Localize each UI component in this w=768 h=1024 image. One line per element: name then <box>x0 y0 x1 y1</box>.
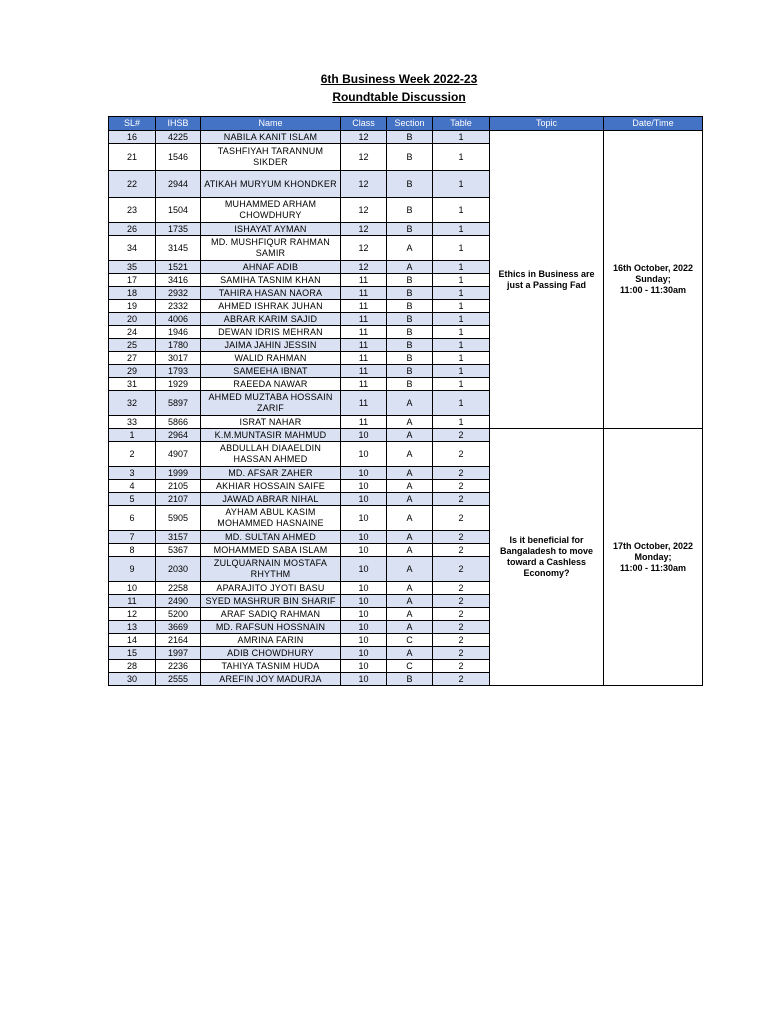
cell-ihsb: 3669 <box>156 621 201 634</box>
cell-table: 1 <box>433 416 490 429</box>
cell-table: 2 <box>433 493 490 506</box>
datetime-cell <box>604 131 703 429</box>
cell-sl: 28 <box>109 660 156 673</box>
cell-table: 1 <box>433 236 490 261</box>
header-sl: SL# <box>109 117 156 131</box>
cell-section: A <box>387 391 433 416</box>
cell-class: 10 <box>341 467 387 480</box>
cell-class: 10 <box>341 660 387 673</box>
header-section: Section <box>387 117 433 131</box>
cell-class: 11 <box>341 365 387 378</box>
cell-class: 11 <box>341 313 387 326</box>
cell-sl: 27 <box>109 352 156 365</box>
cell-section: B <box>387 171 433 198</box>
cell-table: 1 <box>433 391 490 416</box>
cell-sl: 2 <box>109 442 156 467</box>
cell-name: K.M.MUNTASIR MAHMUD <box>201 429 341 442</box>
cell-class: 11 <box>341 287 387 300</box>
cell-section: A <box>387 595 433 608</box>
cell-section: A <box>387 467 433 480</box>
cell-ihsb: 5897 <box>156 391 201 416</box>
cell-class: 10 <box>341 493 387 506</box>
cell-sl: 10 <box>109 582 156 595</box>
cell-ihsb: 1546 <box>156 144 201 171</box>
cell-ihsb: 5200 <box>156 608 201 621</box>
cell-section: B <box>387 274 433 287</box>
cell-name: TAHIRA HASAN NAORA <box>201 287 341 300</box>
cell-class: 12 <box>341 223 387 236</box>
cell-ihsb: 2236 <box>156 660 201 673</box>
cell-ihsb: 1504 <box>156 198 201 223</box>
cell-section: A <box>387 506 433 531</box>
cell-ihsb: 1780 <box>156 339 201 352</box>
cell-ihsb: 5905 <box>156 506 201 531</box>
cell-ihsb: 3017 <box>156 352 201 365</box>
cell-ihsb: 4225 <box>156 131 201 144</box>
cell-section: B <box>387 287 433 300</box>
cell-table: 2 <box>433 595 490 608</box>
cell-name: APARAJITO JYOTI BASU <box>201 582 341 595</box>
cell-sl: 14 <box>109 634 156 647</box>
cell-sl: 30 <box>109 673 156 686</box>
cell-table: 2 <box>433 544 490 557</box>
header-name: Name <box>201 117 341 131</box>
cell-name: SAMIHA TASNIM KHAN <box>201 274 341 287</box>
cell-name: ADIB CHOWDHURY <box>201 647 341 660</box>
cell-table: 2 <box>433 608 490 621</box>
cell-name: WALID RAHMAN <box>201 352 341 365</box>
cell-ihsb: 1521 <box>156 261 201 274</box>
cell-class: 10 <box>341 442 387 467</box>
cell-sl: 23 <box>109 198 156 223</box>
datetime-date: 17th October, 2022 <box>612 540 694 551</box>
table-row <box>109 429 703 442</box>
cell-table: 1 <box>433 365 490 378</box>
cell-ihsb: 2105 <box>156 480 201 493</box>
header-table: Table <box>433 117 490 131</box>
cell-sl: 4 <box>109 480 156 493</box>
cell-table: 2 <box>433 557 490 582</box>
roster-table <box>108 116 703 686</box>
cell-table: 2 <box>433 480 490 493</box>
cell-sl: 16 <box>109 131 156 144</box>
cell-name: TAHIYA TASNIM HUDA <box>201 660 341 673</box>
cell-table: 1 <box>433 326 490 339</box>
cell-sl: 21 <box>109 144 156 171</box>
cell-section: B <box>387 300 433 313</box>
cell-name: NABILA KANIT ISLAM <box>201 131 341 144</box>
cell-table: 1 <box>433 171 490 198</box>
cell-section: A <box>387 621 433 634</box>
roster-body <box>109 131 703 686</box>
header-ihsb: IHSB <box>156 117 201 131</box>
cell-table: 2 <box>433 429 490 442</box>
cell-table: 1 <box>433 223 490 236</box>
cell-ihsb: 2030 <box>156 557 201 582</box>
cell-table: 2 <box>433 531 490 544</box>
cell-class: 12 <box>341 131 387 144</box>
cell-section: A <box>387 608 433 621</box>
cell-ihsb: 2555 <box>156 673 201 686</box>
cell-section: A <box>387 429 433 442</box>
cell-sl: 13 <box>109 621 156 634</box>
cell-ihsb: 2332 <box>156 300 201 313</box>
cell-sl: 22 <box>109 171 156 198</box>
datetime-date: 16th October, 2022 <box>612 263 694 273</box>
cell-name: AHMED ISHRAK JUHAN <box>201 300 341 313</box>
cell-name: JAIMA JAHIN JESSIN <box>201 339 341 352</box>
cell-table: 1 <box>433 339 490 352</box>
cell-sl: 5 <box>109 493 156 506</box>
cell-sl: 24 <box>109 326 156 339</box>
cell-ihsb: 2258 <box>156 582 201 595</box>
cell-class: 10 <box>341 480 387 493</box>
cell-table: 2 <box>433 660 490 673</box>
cell-name: AYHAM ABUL KASIM MOHAMMED HASNAINE <box>201 506 341 531</box>
cell-sl: 31 <box>109 378 156 391</box>
datetime-day: Sunday; <box>635 274 671 284</box>
cell-class: 12 <box>341 171 387 198</box>
cell-sl: 7 <box>109 531 156 544</box>
cell-section: B <box>387 673 433 686</box>
cell-sl: 29 <box>109 365 156 378</box>
cell-section: A <box>387 557 433 582</box>
cell-ihsb: 3145 <box>156 236 201 261</box>
cell-class: 10 <box>341 673 387 686</box>
cell-sl: 32 <box>109 391 156 416</box>
cell-name: TASHFIYAH TARANNUM SIKDER <box>201 144 341 171</box>
cell-table: 2 <box>433 647 490 660</box>
cell-name: MD. RAFSUN HOSSNAIN <box>201 621 341 634</box>
cell-class: 10 <box>341 582 387 595</box>
cell-name: MOHAMMED SABA ISLAM <box>201 544 341 557</box>
cell-class: 10 <box>341 544 387 557</box>
cell-table: 1 <box>433 300 490 313</box>
datetime-time: 11:00 - 11:30am <box>619 562 687 573</box>
cell-sl: 1 <box>109 429 156 442</box>
cell-section: B <box>387 326 433 339</box>
cell-section: A <box>387 531 433 544</box>
cell-class: 12 <box>341 236 387 261</box>
cell-sl: 33 <box>109 416 156 429</box>
cell-class: 12 <box>341 144 387 171</box>
cell-class: 10 <box>341 531 387 544</box>
cell-table: 2 <box>433 506 490 531</box>
cell-sl: 17 <box>109 274 156 287</box>
cell-ihsb: 1999 <box>156 467 201 480</box>
cell-section: C <box>387 660 433 673</box>
header-row <box>109 117 703 131</box>
header-class: Class <box>341 117 387 131</box>
cell-name: RAEEDA NAWAR <box>201 378 341 391</box>
cell-class: 11 <box>341 416 387 429</box>
cell-ihsb: 3157 <box>156 531 201 544</box>
cell-sl: 35 <box>109 261 156 274</box>
cell-section: A <box>387 647 433 660</box>
cell-class: 11 <box>341 378 387 391</box>
cell-class: 10 <box>341 647 387 660</box>
cell-section: A <box>387 261 433 274</box>
cell-section: B <box>387 313 433 326</box>
cell-table: 1 <box>433 274 490 287</box>
cell-class: 11 <box>341 339 387 352</box>
cell-section: B <box>387 198 433 223</box>
cell-name: ISRAT NAHAR <box>201 416 341 429</box>
cell-name: ARAF SADIQ RAHMAN <box>201 608 341 621</box>
cell-name: DEWAN IDRIS MEHRAN <box>201 326 341 339</box>
title-block <box>0 70 768 106</box>
cell-sl: 8 <box>109 544 156 557</box>
cell-ihsb: 2932 <box>156 287 201 300</box>
cell-section: A <box>387 582 433 595</box>
cell-sl: 6 <box>109 506 156 531</box>
cell-ihsb: 5367 <box>156 544 201 557</box>
document-subtitle: Roundtable Discussion <box>332 90 466 104</box>
cell-name: SAMEEHA IBNAT <box>201 365 341 378</box>
cell-name: AMRINA FARIN <box>201 634 341 647</box>
cell-table: 2 <box>433 634 490 647</box>
cell-section: A <box>387 493 433 506</box>
cell-table: 1 <box>433 131 490 144</box>
cell-name: SYED MASHRUR BIN SHARIF <box>201 595 341 608</box>
cell-section: B <box>387 144 433 171</box>
cell-table: 1 <box>433 261 490 274</box>
cell-ihsb: 5866 <box>156 416 201 429</box>
cell-name: MUHAMMED ARHAM CHOWDHURY <box>201 198 341 223</box>
cell-table: 1 <box>433 313 490 326</box>
cell-sl: 26 <box>109 223 156 236</box>
cell-section: C <box>387 634 433 647</box>
cell-class: 10 <box>341 595 387 608</box>
cell-section: A <box>387 236 433 261</box>
cell-ihsb: 4006 <box>156 313 201 326</box>
cell-sl: 34 <box>109 236 156 261</box>
topic-cell: Is it beneficial for Bangaladesh to move toward a Cashless Economy? <box>490 429 604 686</box>
cell-sl: 18 <box>109 287 156 300</box>
cell-ihsb: 1929 <box>156 378 201 391</box>
cell-name: MD. MUSHFIQUR RAHMAN SAMIR <box>201 236 341 261</box>
cell-class: 11 <box>341 274 387 287</box>
cell-name: AHNAF ADIB <box>201 261 341 274</box>
cell-name: ZULQUARNAIN MOSTAFA RHYTHM <box>201 557 341 582</box>
cell-table: 2 <box>433 621 490 634</box>
cell-sl: 20 <box>109 313 156 326</box>
cell-name: JAWAD ABRAR NIHAL <box>201 493 341 506</box>
cell-section: B <box>387 378 433 391</box>
cell-section: A <box>387 480 433 493</box>
cell-section: B <box>387 339 433 352</box>
cell-sl: 25 <box>109 339 156 352</box>
cell-name: ABDULLAH DIAAELDIN HASSAN AHMED <box>201 442 341 467</box>
cell-ihsb: 1735 <box>156 223 201 236</box>
cell-class: 11 <box>341 391 387 416</box>
cell-class: 10 <box>341 506 387 531</box>
cell-class: 12 <box>341 261 387 274</box>
cell-section: B <box>387 365 433 378</box>
cell-table: 1 <box>433 352 490 365</box>
cell-ihsb: 2944 <box>156 171 201 198</box>
cell-ihsb: 2107 <box>156 493 201 506</box>
cell-sl: 11 <box>109 595 156 608</box>
cell-sl: 15 <box>109 647 156 660</box>
cell-section: A <box>387 416 433 429</box>
cell-sl: 19 <box>109 300 156 313</box>
table-row <box>109 131 703 144</box>
cell-class: 10 <box>341 429 387 442</box>
cell-sl: 3 <box>109 467 156 480</box>
cell-name: AHMED MUZTABA HOSSAIN ZARIF <box>201 391 341 416</box>
cell-name: MD. AFSAR ZAHER <box>201 467 341 480</box>
cell-table: 2 <box>433 673 490 686</box>
cell-table: 2 <box>433 467 490 480</box>
cell-ihsb: 2164 <box>156 634 201 647</box>
cell-name: ABRAR KARIM SAJID <box>201 313 341 326</box>
cell-name: MD. SULTAN AHMED <box>201 531 341 544</box>
cell-ihsb: 2490 <box>156 595 201 608</box>
topic-cell: Ethics in Business are just a Passing Fad <box>490 131 604 429</box>
cell-ihsb: 3416 <box>156 274 201 287</box>
cell-class: 10 <box>341 634 387 647</box>
cell-class: 12 <box>341 198 387 223</box>
cell-name: AREFIN JOY MADURJA <box>201 673 341 686</box>
cell-class: 11 <box>341 326 387 339</box>
cell-table: 2 <box>433 582 490 595</box>
cell-ihsb: 4907 <box>156 442 201 467</box>
cell-class: 11 <box>341 352 387 365</box>
cell-ihsb: 1793 <box>156 365 201 378</box>
cell-section: B <box>387 131 433 144</box>
cell-ihsb: 1946 <box>156 326 201 339</box>
cell-ihsb: 1997 <box>156 647 201 660</box>
document-title: 6th Business Week 2022-23 <box>320 72 478 86</box>
cell-ihsb: 2964 <box>156 429 201 442</box>
cell-class: 10 <box>341 621 387 634</box>
cell-table: 2 <box>433 442 490 467</box>
cell-sl: 12 <box>109 608 156 621</box>
cell-class: 11 <box>341 300 387 313</box>
cell-section: B <box>387 223 433 236</box>
cell-class: 10 <box>341 608 387 621</box>
datetime-cell <box>604 429 703 686</box>
cell-sl: 9 <box>109 557 156 582</box>
cell-section: A <box>387 442 433 467</box>
cell-section: B <box>387 352 433 365</box>
header-topic: Topic <box>490 117 604 131</box>
cell-table: 1 <box>433 378 490 391</box>
cell-name: ISHAYAT AYMAN <box>201 223 341 236</box>
datetime-time: 11:00 - 11:30am <box>619 285 687 295</box>
cell-table: 1 <box>433 144 490 171</box>
cell-table: 1 <box>433 198 490 223</box>
header-datetime: Date/Time <box>604 117 703 131</box>
cell-class: 10 <box>341 557 387 582</box>
datetime-day: Monday; <box>634 551 672 562</box>
cell-name: AKHIAR HOSSAIN SAIFE <box>201 480 341 493</box>
cell-table: 1 <box>433 287 490 300</box>
cell-name: ATIKAH MURYUM KHONDKER <box>201 171 341 198</box>
cell-section: A <box>387 544 433 557</box>
